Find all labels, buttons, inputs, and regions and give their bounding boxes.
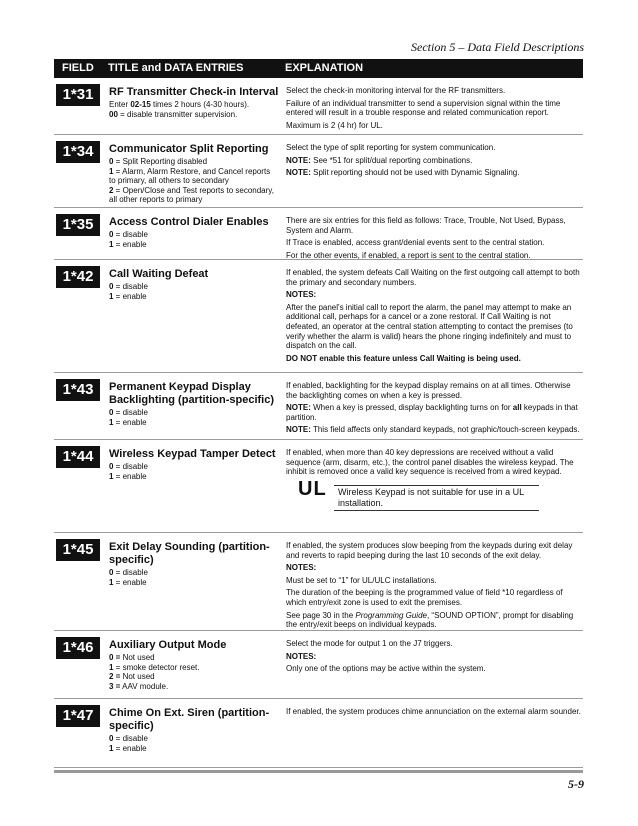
field-row [54, 631, 583, 699]
field-title-cell [109, 541, 279, 587]
explanation-text: If enabled, backlighting for the keypad display remains on at all times. Otherwise the backlighting comes on when a key is pressed. [286, 381, 571, 400]
explanation-text: If enabled, when more than 40 key depressions are received without a valid sequence (arm, disarm, etc.), the control panel disables the wireless keypad. The inhibit is removed once a valid key sequence is received from a wired keypad. [286, 448, 574, 477]
field-title-cell [109, 448, 279, 481]
data-entry [109, 230, 279, 240]
data-entry [109, 408, 279, 418]
field-title: Call Waiting Defeat [109, 268, 209, 280]
field-number-badge: 1*42 [56, 266, 100, 288]
explanation-paragraph [286, 303, 582, 351]
explanation-text: See page 30 in the [286, 610, 356, 620]
explanation-text: Failure of an individual transmitter to send a supervision signal within the time entered will result in a trouble response and related communication report. [286, 98, 561, 118]
note-label: NOTE: [286, 403, 311, 413]
field-title-cell [109, 143, 279, 205]
explanation-paragraph [286, 611, 582, 630]
explanation-paragraph [286, 251, 582, 261]
explanation-paragraph [286, 652, 582, 662]
data-entry-value: 2 = [109, 672, 121, 682]
data-entry-value: 2 [109, 185, 114, 195]
explanation-paragraph [286, 403, 582, 422]
explanation-text: If enabled, the system produces slow beeping from the keypads during exit delay and reverts to rapid beeping during the last 10 seconds of the exit delay. [286, 541, 573, 560]
field-number-badge: 1*34 [56, 141, 100, 163]
data-entry-value: 0 = [109, 653, 121, 662]
explanation-paragraph [286, 664, 582, 674]
data-entry [109, 462, 279, 472]
data-entry-text: = disable [113, 230, 148, 239]
data-entry-text: = enable [113, 577, 147, 587]
explanation-paragraph [286, 86, 582, 96]
data-entry [109, 167, 279, 186]
explanation-paragraph [286, 121, 582, 131]
data-entry-text: = Open/Close and Test reports to secondary, all other reports to primary [109, 185, 274, 205]
data-entry-value: 3 = [109, 681, 121, 691]
note-label: NOTE: [286, 425, 311, 435]
emphasis-text: all [512, 403, 522, 413]
explanation-paragraph [286, 639, 582, 649]
explanation-cell [286, 86, 582, 133]
column-header-explanation: EXPLANATION [285, 62, 364, 74]
field-title-cell [109, 86, 279, 119]
data-entry [109, 292, 279, 302]
explanation-text: The duration of the beeping is the programmed value of field *10 regardless of which entry/exit zone is used to exit the premises. [286, 588, 563, 607]
data-entry-value: 1 [109, 291, 114, 301]
note-label: NOTES: [286, 290, 317, 300]
data-entry [109, 653, 279, 663]
explanation-text: Select the check-in monitoring interval for the RF transmitters. [286, 86, 506, 95]
data-entry-value: 0 [109, 462, 114, 471]
column-header-field: FIELD [62, 62, 94, 74]
explanation-paragraph [286, 168, 582, 178]
page-number: 5-9 [568, 777, 584, 791]
data-entry-value: 0 [109, 282, 114, 291]
ul-notice [298, 477, 582, 511]
data-entry-text: = Split Reporting disabled [113, 157, 208, 166]
field-title: Exit Delay Sounding (partition-specific) [109, 541, 270, 566]
explanation-cell [286, 707, 582, 720]
data-entry-value: 0 [109, 408, 114, 417]
ul-notice-text: Wireless Keypad is not suitable for use in a UL installation. [334, 485, 539, 511]
data-entry-value: 0 [109, 568, 114, 577]
explanation-cell [286, 639, 582, 677]
field-title: Chime On Ext. Siren (partition-specific) [109, 707, 270, 732]
explanation-text: Select the mode for output 1 on the J7 triggers. [286, 639, 453, 648]
explanation-text: See *51 for split/dual reporting combinations. [310, 155, 473, 165]
data-entry [109, 672, 279, 682]
explanation-text: Only one of the options may be active within the system. [286, 664, 486, 674]
warning-text: DO NOT enable this feature unless Call Waiting is being used. [286, 353, 521, 363]
explanation-text: Must be set to “1” for UL/ULC installations. [286, 575, 437, 585]
field-title: RF Transmitter Check-in Interval [109, 86, 279, 98]
note-label: NOTES: [286, 563, 317, 573]
explanation-paragraph [286, 216, 582, 235]
explanation-paragraph [286, 563, 582, 573]
field-row [54, 260, 583, 373]
field-number-badge: 1*47 [56, 705, 100, 727]
data-entry-text: = disable transmitter supervision. [117, 109, 238, 119]
explanation-paragraph [286, 238, 582, 248]
data-entry-text: = disable [113, 462, 148, 471]
data-entry-text: = enable [113, 417, 147, 427]
data-entry [109, 418, 279, 428]
explanation-paragraph [286, 425, 582, 435]
field-number-badge: 1*43 [56, 379, 100, 401]
data-entry [109, 734, 279, 744]
data-entry [109, 472, 279, 482]
field-row [54, 699, 583, 768]
explanation-text: If Trace is enabled, access grant/denial events sent to the central station. [286, 238, 545, 248]
data-entry [109, 157, 279, 167]
explanation-cell [286, 541, 582, 633]
data-entry [109, 663, 279, 673]
column-header-bar [54, 59, 583, 78]
field-row [54, 440, 583, 533]
explanation-text: Maximum is 2 (4 hr) for UL. [286, 120, 383, 130]
explanation-paragraph [286, 290, 582, 300]
field-title: Access Control Dialer Enables [109, 216, 269, 228]
field-number-badge: 1*45 [56, 539, 100, 561]
field-title: Auxiliary Output Mode [109, 639, 227, 651]
explanation-text: Split reporting should not be used with Dynamic Signaling. [310, 168, 520, 178]
explanation-text: If enabled, the system defeats Call Waiting on the first outgoing call attempt to both the primary and secondary numbers. [286, 268, 580, 287]
explanation-text: There are six entries for this field as follows: Trace, Trouble, Not Used, Bypass, System and Alarm. [286, 216, 566, 235]
data-entry-text: = smoke detector reset. [113, 662, 200, 672]
explanation-paragraph [286, 381, 582, 400]
note-label: NOTE: [286, 168, 311, 178]
field-row [54, 208, 583, 260]
data-entry-value: 1 [109, 471, 114, 481]
data-entry-value: 02-15 [130, 100, 151, 109]
data-entry [109, 578, 279, 588]
field-title: Wireless Keypad Tamper Detect [109, 448, 276, 460]
explanation-cell [286, 268, 582, 366]
data-entry-value: 1 [109, 743, 114, 753]
section-title: Section 5 – Data Field Descriptions [411, 40, 584, 54]
explanation-text: When a key is pressed, display backlighting turns on for [310, 403, 513, 413]
footer-rule [54, 770, 583, 773]
data-entry-text: AAV module. [120, 681, 169, 691]
explanation-text: If enabled, the system produces chime annunciation on the external alarm sounder. [286, 707, 581, 716]
field-number-badge: 1*44 [56, 446, 100, 468]
field-row [54, 78, 583, 135]
data-entry [109, 282, 279, 292]
explanation-paragraph [286, 707, 582, 717]
data-entry-value: 1 [109, 417, 114, 427]
explanation-paragraph [286, 541, 582, 560]
data-entry-text: = enable [113, 471, 147, 481]
data-entry-value: 00 [109, 109, 118, 119]
field-title: Communicator Split Reporting [109, 143, 269, 155]
data-entry [109, 100, 279, 110]
data-entry-text: = disable [113, 568, 148, 577]
explanation-paragraph [286, 354, 582, 364]
explanation-cell [286, 381, 582, 438]
field-title-cell [109, 216, 279, 249]
data-entry [109, 240, 279, 250]
note-label: NOTES: [286, 651, 317, 661]
data-entry-text: = enable [113, 291, 147, 301]
data-entry-text: = disable [113, 734, 148, 743]
explanation-text: Select the type of split reporting for system communication. [286, 143, 496, 152]
explanation-text: For the other events, if enabled, a report is sent to the central station. [286, 250, 531, 260]
data-entry [109, 682, 279, 692]
explanation-text: After the panel's initial call to report the alarm, the panel may attempt to make an additional call, perhaps for a cancel or a zone restoral. If Call Waiting is not defeated, an operator at the central station attempting to contact the premises (to verify whether the alarm is valid) hears the phone ringing indefinitely and must to dispatch on the call. [286, 302, 573, 351]
data-entry-text: times 2 hours (4-30 hours). [150, 100, 250, 109]
field-number-badge: 1*35 [56, 214, 100, 236]
field-title: Permanent Keypad Display Backlighting (partition-specific) [109, 381, 275, 406]
data-entry-text: Not used [120, 672, 155, 682]
data-entry-text: = enable [113, 239, 147, 249]
explanation-paragraph [286, 143, 582, 153]
ul-logo-icon: UL [298, 477, 327, 500]
data-entry-value: 0 [109, 230, 114, 239]
data-entry-prefix: Enter [109, 100, 131, 109]
explanation-cell [286, 216, 582, 263]
field-row [54, 373, 583, 440]
data-entry [109, 186, 279, 205]
data-entry-text: = enable [113, 743, 147, 753]
document-reference: Programming Guide [355, 610, 427, 620]
data-entry [109, 110, 279, 120]
data-entry-text: = Alarm, Alarm Restore, and Cancel reports to primary, all others to secondary [109, 166, 271, 186]
data-entry [109, 744, 279, 754]
data-entry-value: 1 [109, 166, 114, 176]
field-title-cell [109, 268, 279, 301]
explanation-paragraph [286, 268, 582, 287]
data-entry-value: 1 [109, 239, 114, 249]
explanation-paragraph [286, 448, 582, 477]
data-entry [109, 568, 279, 578]
data-entry-text: Not used [120, 653, 155, 662]
explanation-text: This field affects only standard keypads, not graphic/touch-screen keypads. [310, 425, 580, 435]
explanation-paragraph [286, 156, 582, 166]
data-entry-value: 1 [109, 577, 114, 587]
explanation-cell [286, 143, 582, 181]
data-entry-value: 0 [109, 157, 114, 166]
column-header-title: TITLE and DATA ENTRIES [108, 62, 244, 74]
field-title-cell [109, 707, 279, 753]
explanation-paragraph [286, 588, 582, 607]
data-entry-value: 1 [109, 662, 114, 672]
explanation-paragraph [286, 576, 582, 586]
field-number-badge: 1*31 [56, 84, 100, 106]
field-title-cell [109, 639, 279, 691]
field-row [54, 135, 583, 208]
field-title-cell [109, 381, 279, 427]
explanation-text-continued: keypads in that partition. [286, 403, 578, 422]
data-entry-text: = disable [113, 282, 148, 291]
explanation-paragraph [286, 99, 582, 118]
data-entry-value: 0 [109, 734, 114, 743]
explanation-cell [286, 448, 582, 511]
explanation-text-continued: , “SOUND OPTION”, prompt for disabling the entry/exit beeps on individual keypads. [286, 610, 574, 630]
note-label: NOTE: [286, 155, 311, 165]
data-entry-text: = disable [113, 408, 148, 417]
field-number-badge: 1*46 [56, 637, 100, 659]
field-row [54, 533, 583, 631]
